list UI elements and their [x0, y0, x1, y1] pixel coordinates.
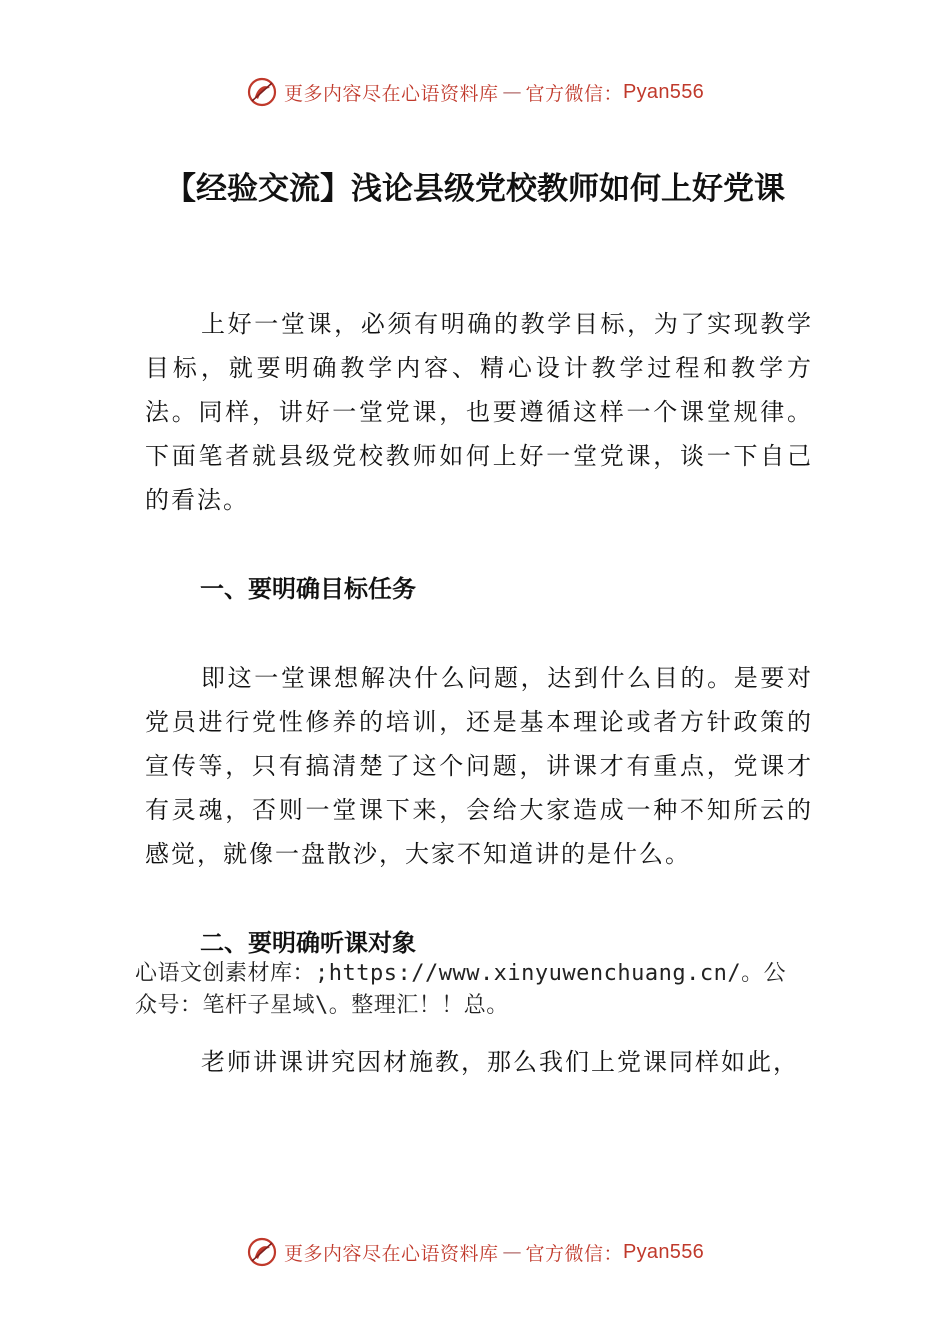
paragraph-section-2: 老师讲课讲究因材施教，那么我们上党课同样如此，: [201, 1048, 799, 1076]
banner-wechat-id: Pyan556: [622, 80, 705, 103]
paragraph-section-1: 即这一堂课想解决什么问题，达到什么目的。是要对党员进行党性修养的培训，还是基本理论或者方针政策的宣传等，只有搞清楚了这个问题，讲课才有重点，党课才有灵魂，否则一堂课下来，会给大家造成一种不知所云的感觉，就像一盘散沙，大家不知道讲的是什么。: [145, 664, 813, 868]
brand-logo-icon: [246, 1236, 278, 1268]
header-banner: [0, 72, 950, 112]
footer-banner-wechat-id: Pyan556: [622, 1240, 705, 1263]
paragraph-intro: 上好一堂课，必须有明确的教学目标，为了实现教学目标，就要明确教学内容、精心设计教学过程和教学方法。同样，讲好一堂党课，也要遵循这样一个课堂规律。下面笔者就县级党校教师如何上好一堂党课，谈一下自己的看法。: [145, 310, 813, 514]
section-heading-1: 一、要明确目标任务: [200, 575, 416, 603]
footer-banner-wechat-label: 官方微信：: [525, 1242, 623, 1265]
footer-banner-separator: —: [502, 1241, 522, 1263]
banner-wechat-label: 官方微信：: [525, 82, 623, 105]
article-title: 【经验交流】浅论县级党校教师如何上好党课: [165, 171, 785, 207]
footer-banner-text: 更多内容尽在心语资料库: [283, 1242, 499, 1265]
banner-text: 更多内容尽在心语资料库: [283, 82, 499, 105]
section-heading-2: 二、要明确听课对象: [200, 929, 416, 957]
watermark-line-1: 心语文创素材库：;https://www.xinyuwenchuang.cn/。公: [135, 961, 787, 986]
watermark-text: [135, 958, 835, 1022]
footer-banner: [0, 1232, 950, 1272]
watermark-line-2: 众号：笔杆子星域\。整理汇！！总。: [135, 993, 509, 1018]
banner-separator: —: [502, 81, 522, 103]
brand-logo-icon: [246, 76, 278, 108]
